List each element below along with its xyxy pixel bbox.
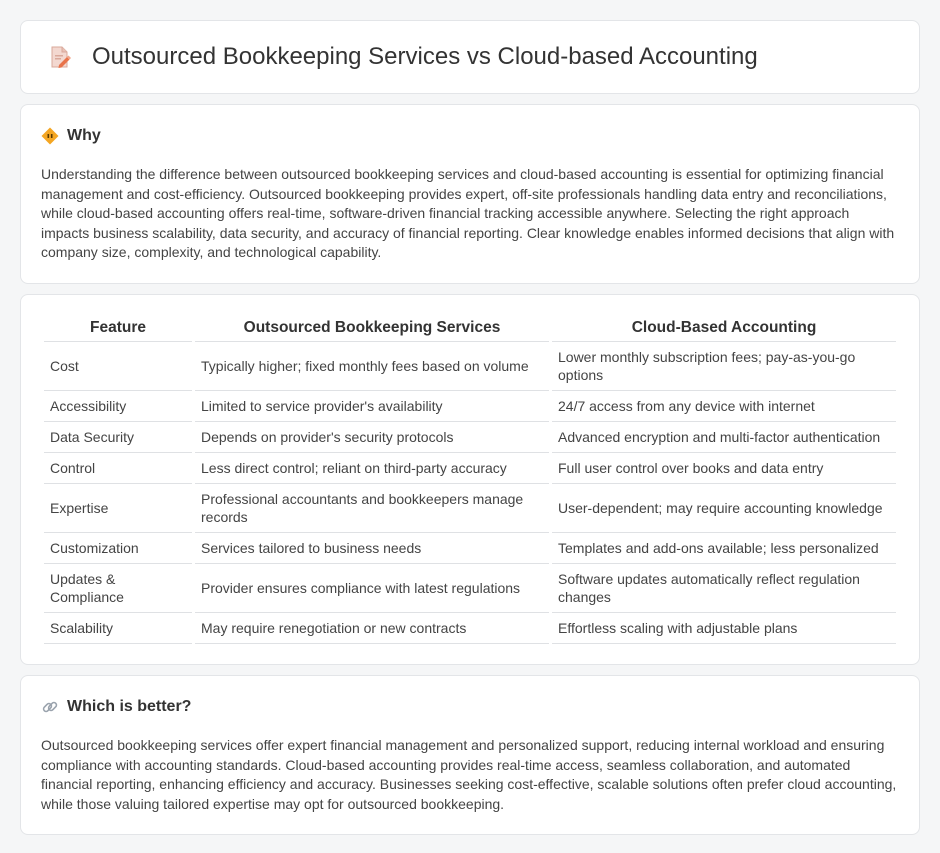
feature-cell: Data Security xyxy=(44,422,192,453)
table-row xyxy=(44,342,896,391)
table-row xyxy=(44,484,896,533)
outsourced-cell: May require renegotiation or new contracts xyxy=(195,613,549,644)
better-heading xyxy=(41,698,899,716)
outsourced-cell: Less direct control; reliant on third-party accuracy xyxy=(195,453,549,484)
cloud-cell: User-dependent; may require accounting knowledge xyxy=(552,484,896,533)
diamond-sign-icon xyxy=(41,127,59,145)
table-row xyxy=(44,453,896,484)
better-text: Outsourced bookkeeping services offer expert financial management and personalized support, reducing internal workload and ensuring compliance with accounting standards. Cloud-based accounting provides real-time access, seamless collaboration, and automated financial reporting, enhancing efficiency and accuracy. Businesses seeking cost-effective, scalable solutions often prefer cloud accounting, while those valuing tailored expertise may opt for outsourced bookkeeping. xyxy=(41,737,897,812)
cloud-cell: Advanced encryption and multi-factor authentication xyxy=(552,422,896,453)
feature-cell: Control xyxy=(44,453,192,484)
table-row xyxy=(44,613,896,644)
outsourced-cell: Professional accountants and bookkeepers manage records xyxy=(195,484,549,533)
outsourced-cell: Depends on provider's security protocols xyxy=(195,422,549,453)
header-card xyxy=(20,20,920,94)
table-row xyxy=(44,422,896,453)
cloud-cell: 24/7 access from any device with internet xyxy=(552,391,896,422)
table-header-row xyxy=(44,315,896,342)
cloud-cell: Lower monthly subscription fees; pay-as-you-go options xyxy=(552,342,896,391)
feature-cell: Accessibility xyxy=(44,391,192,422)
table-row xyxy=(44,564,896,613)
why-title: Why xyxy=(67,127,101,144)
outsourced-cell: Limited to service provider's availability xyxy=(195,391,549,422)
feature-cell: Updates & Compliance xyxy=(44,564,192,613)
why-text: Understanding the difference between outsourced bookkeeping services and cloud-based accounting is essential for optimizing financial management and cost-efficiency. Outsourced bookkeeping provides expert, off-site professionals handling data entry and reconciliations, while cloud-based accounting offers real-time, software-driven financial tracking accessible anywhere. Selecting the right approach impacts business scalability, data security, and accuracy of financial reporting. Clear knowledge enables informed decisions that align with company size, complexity, and technological capability. xyxy=(41,166,895,260)
cloud-cell: Effortless scaling with adjustable plans xyxy=(552,613,896,644)
outsourced-cell: Services tailored to business needs xyxy=(195,533,549,564)
outsourced-cell: Provider ensures compliance with latest regulations xyxy=(195,564,549,613)
better-title: Which is better? xyxy=(67,698,192,715)
feature-cell: Customization xyxy=(44,533,192,564)
column-header: Feature xyxy=(44,315,192,342)
why-section xyxy=(20,104,920,284)
table-row xyxy=(44,533,896,564)
comparison-table-card xyxy=(20,294,920,665)
feature-cell: Expertise xyxy=(44,484,192,533)
cloud-cell: Templates and add-ons available; less personalized xyxy=(552,533,896,564)
cloud-cell: Full user control over books and data entry xyxy=(552,453,896,484)
which-is-better-section xyxy=(20,675,920,835)
page-title: Outsourced Bookkeeping Services vs Cloud-based Accounting xyxy=(92,43,758,70)
document-pencil-icon xyxy=(46,44,72,70)
why-heading xyxy=(41,127,899,145)
table-row xyxy=(44,391,896,422)
comparison-table xyxy=(41,315,899,644)
feature-cell: Scalability xyxy=(44,613,192,644)
column-header: Cloud-Based Accounting xyxy=(552,315,896,342)
outsourced-cell: Typically higher; fixed monthly fees based on volume xyxy=(195,342,549,391)
column-header: Outsourced Bookkeeping Services xyxy=(195,315,549,342)
link-icon xyxy=(41,698,59,716)
feature-cell: Cost xyxy=(44,342,192,391)
cloud-cell: Software updates automatically reflect regulation changes xyxy=(552,564,896,613)
